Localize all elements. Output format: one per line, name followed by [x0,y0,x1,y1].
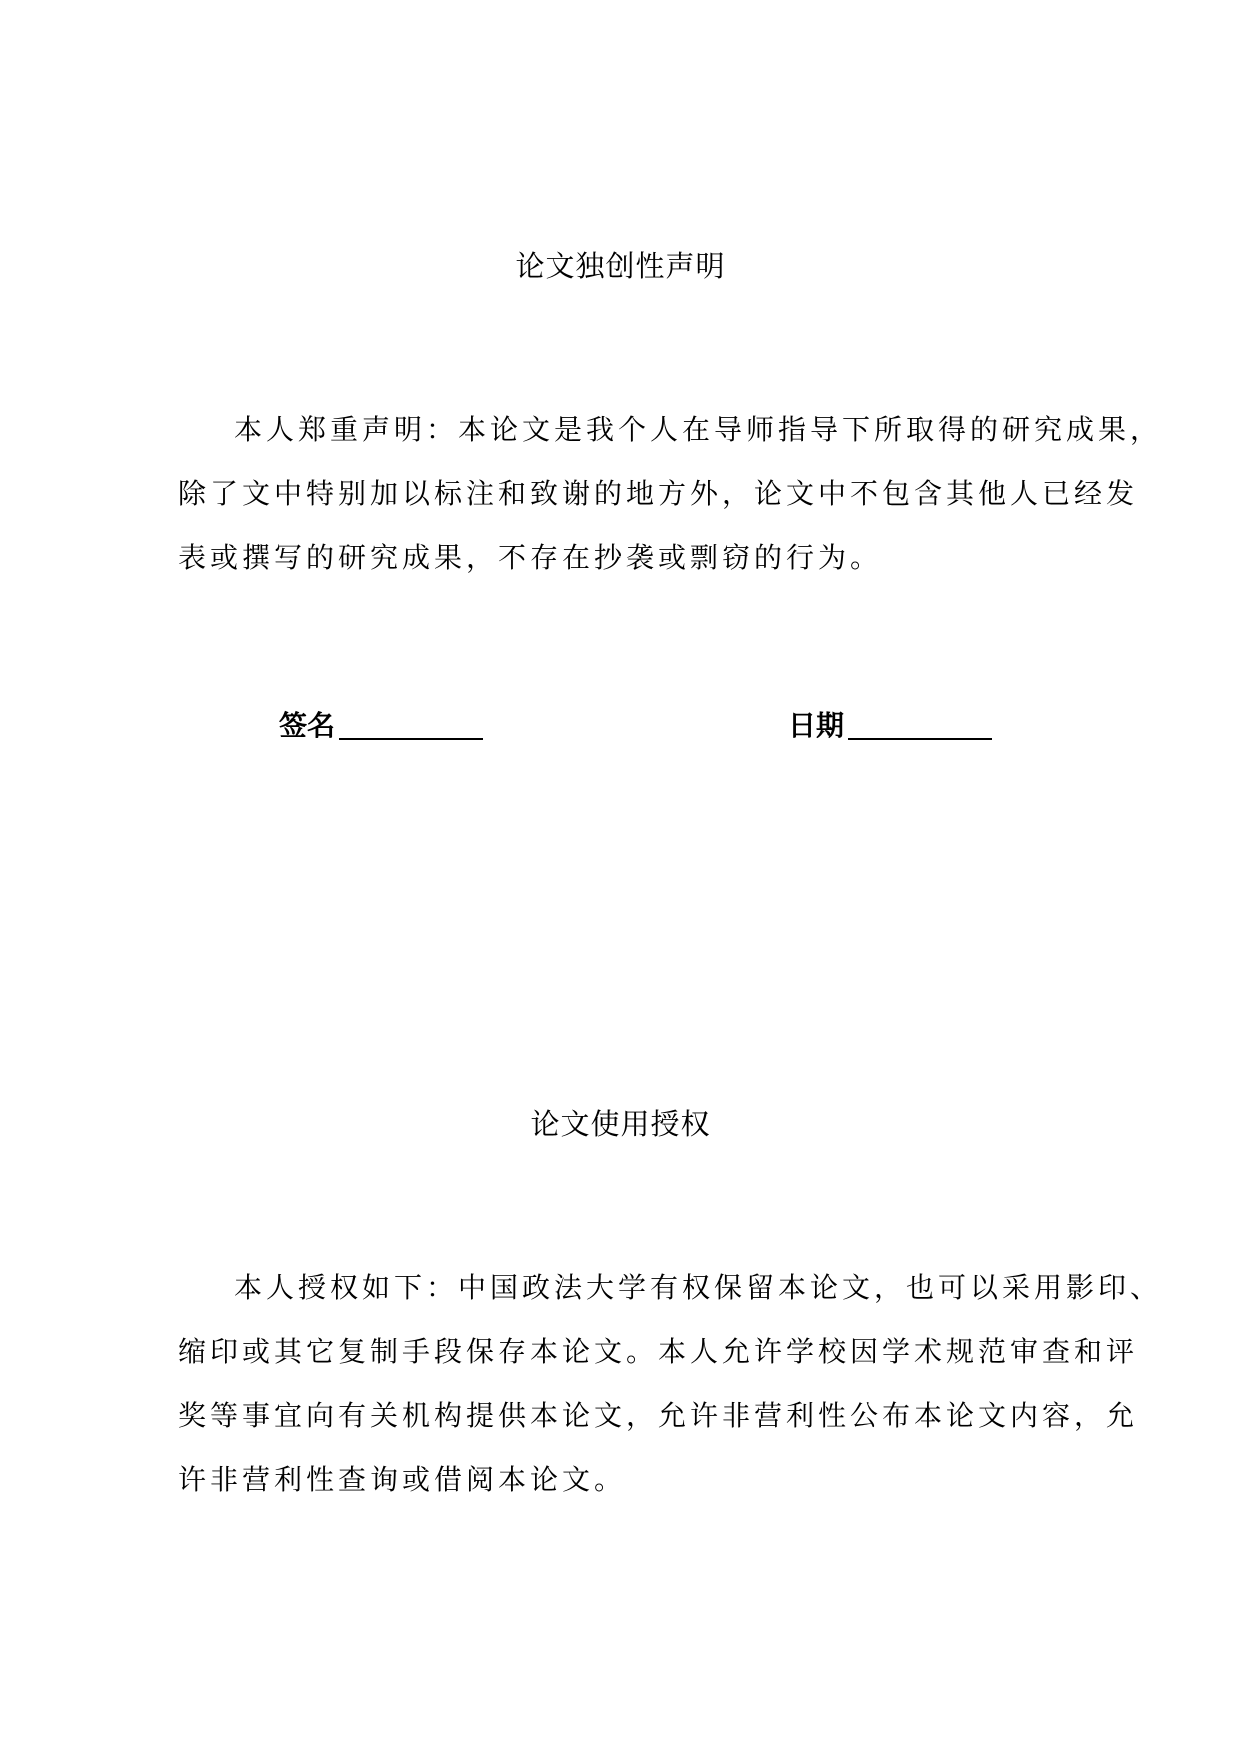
authorization-line-3: 奖等事宜向有关机构提供本论文，允许非营利性公布本论文内容，允 [178,1399,1139,1432]
authorization-line-2: 缩印或其它复制手段保存本论文。本人允许学校因学术规范审查和评 [178,1335,1139,1368]
date-label: 日期 [788,709,845,742]
signature-label: 签名 [279,709,336,742]
declaration-line-1: 本人郑重声明：本论文是我个人在导师指导下所取得的研究成果， [234,413,1163,446]
authorization-line-4: 许非营利性查询或借阅本论文。 [178,1463,627,1496]
signature-line [339,708,483,740]
declaration-title: 论文独创性声明 [515,249,726,283]
date-field [788,708,992,740]
authorization-title: 论文使用授权 [530,1107,711,1141]
declaration-line-2: 除了文中特别加以标注和致谢的地方外，论文中不包含其他人已经发 [178,477,1139,510]
declaration-line-3: 表或撰写的研究成果，不存在抄袭或剽窃的行为。 [178,541,883,574]
date-line [848,708,992,740]
signature-field [279,708,483,740]
authorization-line-1: 本人授权如下：中国政法大学有权保留本论文，也可以采用影印、 [234,1271,1163,1304]
